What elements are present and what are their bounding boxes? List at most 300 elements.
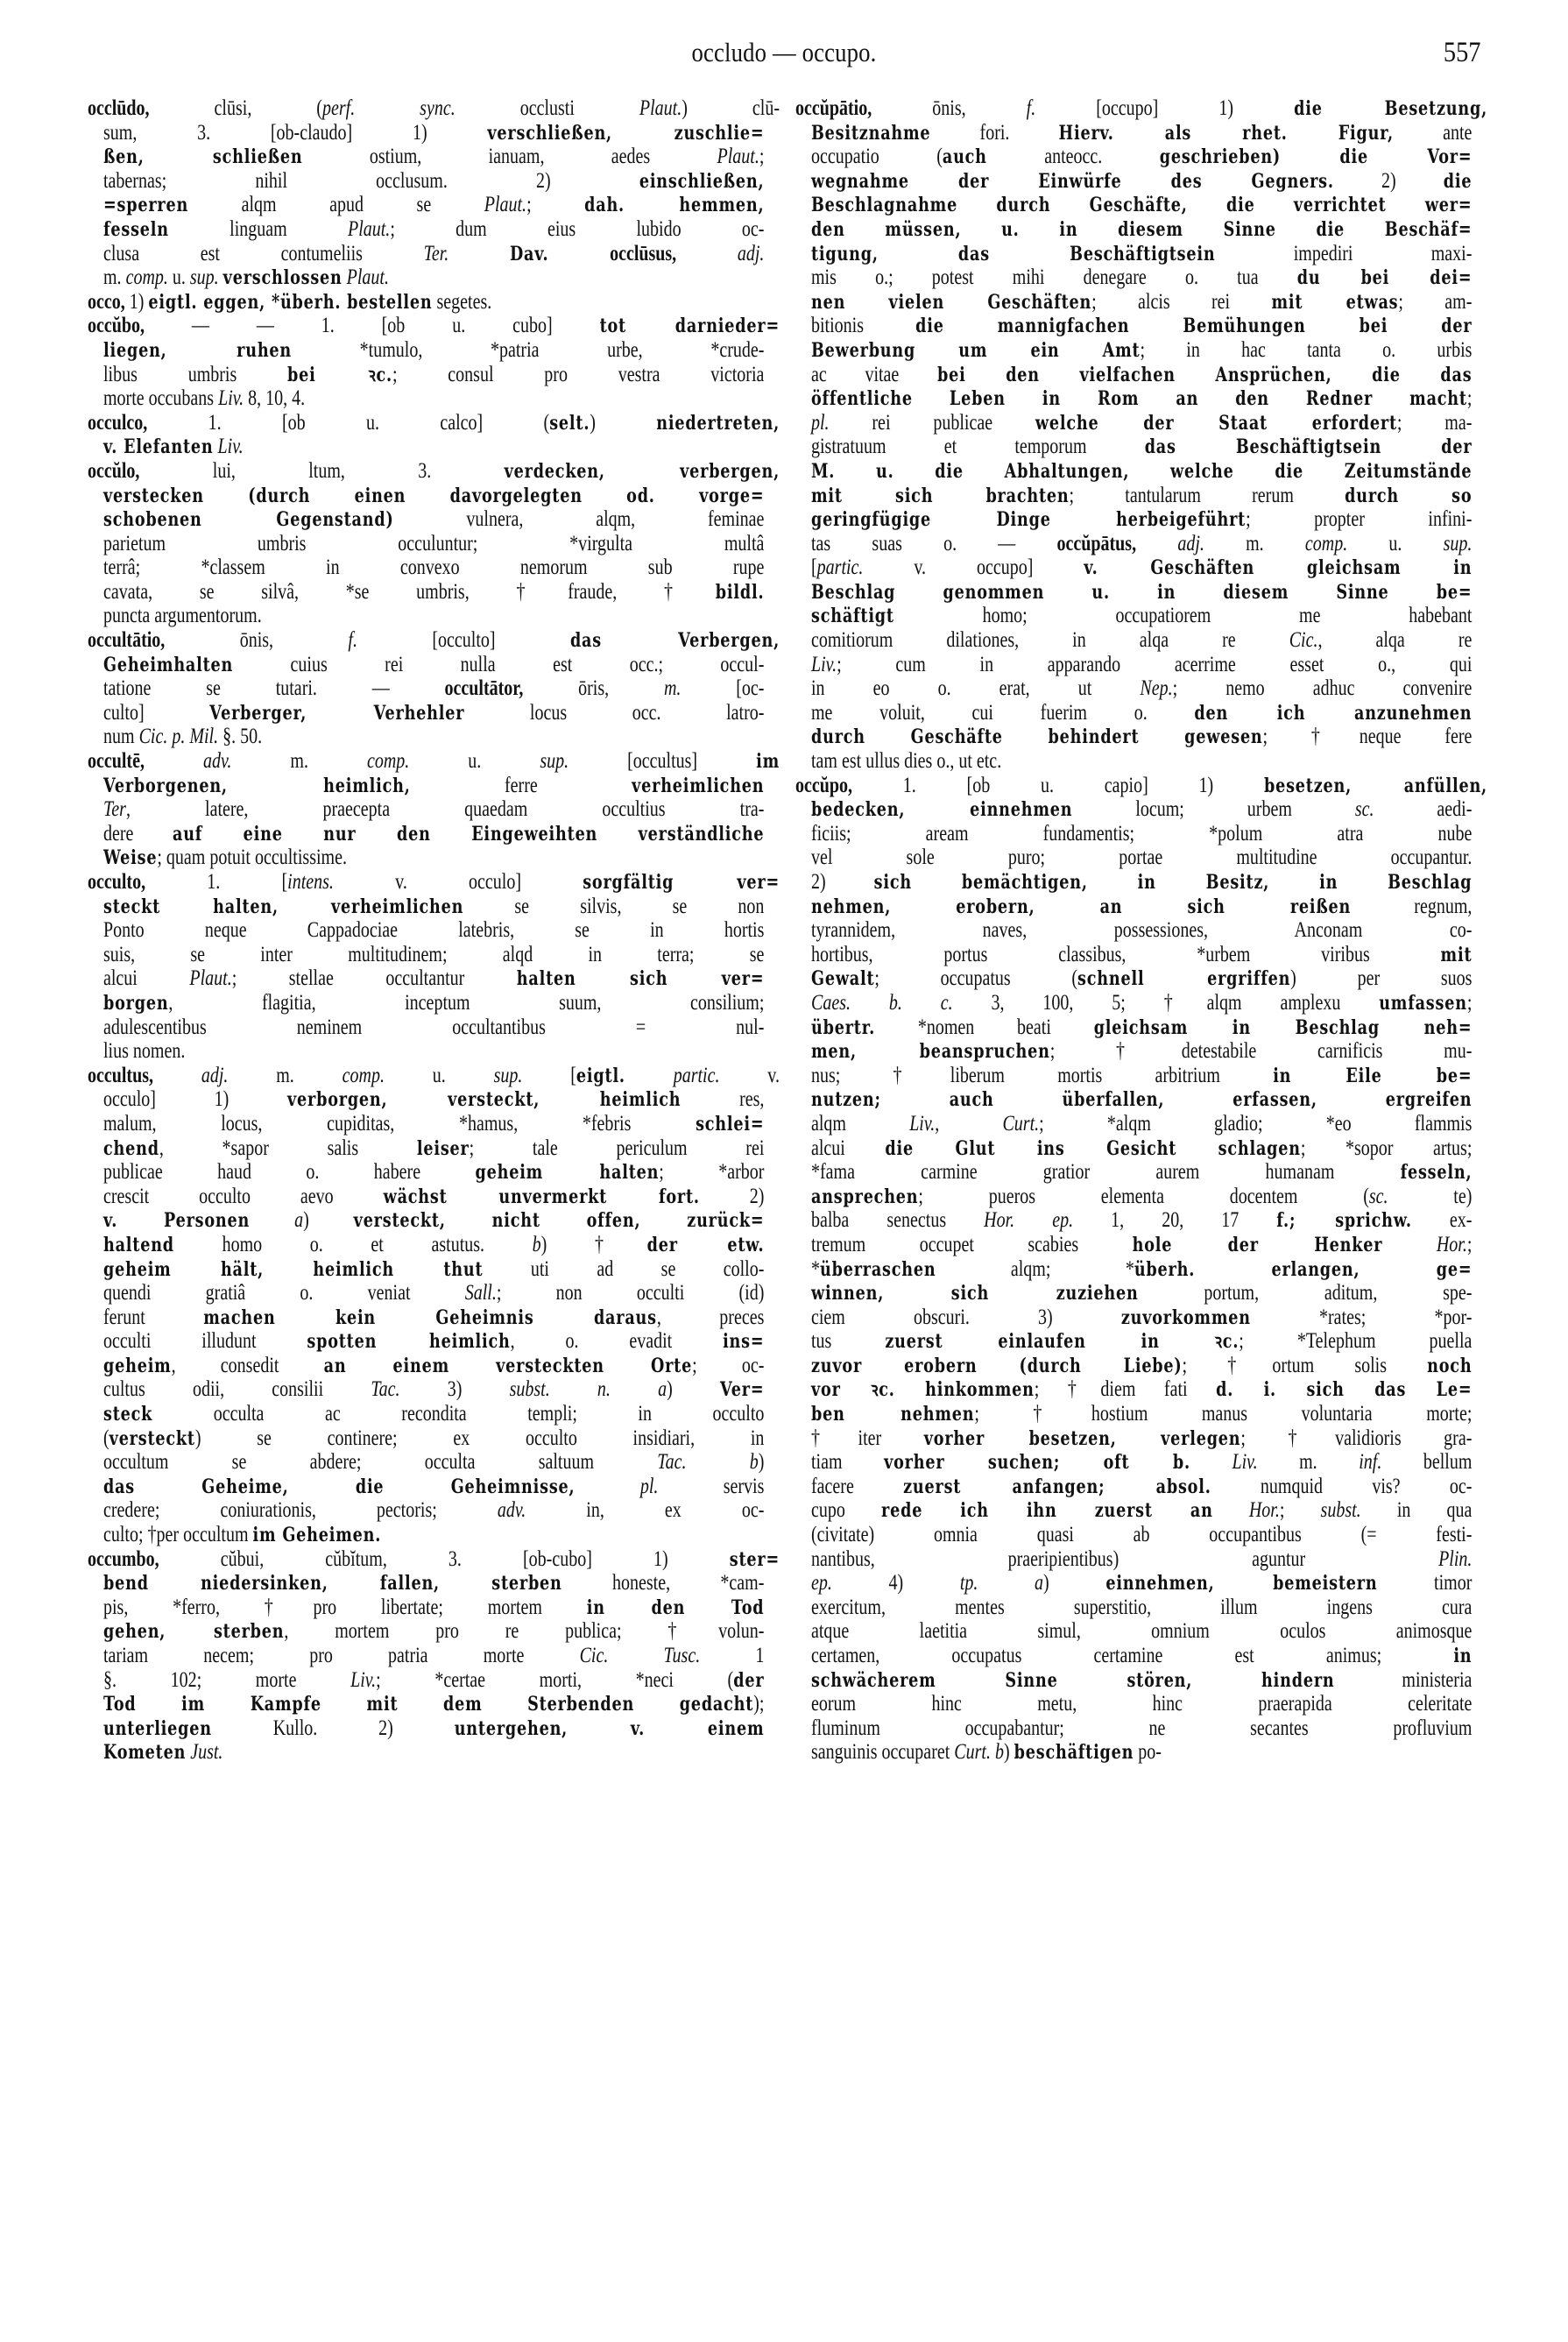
body-text: Ponto neque Cappadociae latebris, se in hortis (103, 918, 765, 943)
german-gloss: verschlossen (222, 266, 343, 290)
headword: occulco, (88, 410, 148, 435)
line-text (88, 290, 780, 315)
line-text (103, 1039, 764, 1064)
line-text (811, 1329, 1472, 1355)
body-text: ; tantularum rerum (1069, 483, 1346, 507)
body-text: , mortem pro re publica; †volun- (284, 1619, 765, 1644)
line-text (811, 1112, 1472, 1136)
entry-line (88, 1571, 780, 1596)
german-gloss: im Geheimen. (252, 1524, 382, 1547)
body-text: †iter (811, 1426, 924, 1450)
body-text: occulo] 1) (103, 1087, 288, 1112)
line-text (811, 314, 1472, 339)
line-text (103, 701, 764, 726)
german-gloss: d. i. sich das Le= (1216, 1378, 1473, 1402)
line-text (103, 1160, 764, 1185)
body-text: , consedit (171, 1353, 324, 1377)
entry-line (88, 653, 780, 677)
entry-line (795, 1692, 1487, 1716)
body-text: ostium, ianuam, aedes (302, 145, 717, 169)
body-text: u. (167, 265, 190, 290)
italic-text: Liv. (350, 1667, 377, 1692)
line-text (811, 895, 1472, 920)
entry-line (795, 1136, 1487, 1161)
line-text (811, 363, 1472, 388)
body-text: ; †diem fati (1034, 1377, 1217, 1402)
italic-text: intens. (287, 870, 334, 894)
line-text (103, 386, 764, 411)
body-text: crescit occulto aevo (103, 1184, 384, 1208)
entry-line (795, 797, 1487, 822)
german-gloss: schnell ergriffen (1077, 967, 1291, 991)
entry-line (795, 1039, 1487, 1064)
entry-headline (88, 459, 780, 484)
line-text (811, 265, 1472, 291)
line-text (811, 1426, 1472, 1452)
body-text: 4) (831, 1571, 960, 1596)
body-text (686, 1450, 749, 1474)
body-text: 1. [ (145, 870, 288, 894)
line-text (103, 1402, 764, 1427)
body-text: tariam necem; pro patria morte (103, 1644, 580, 1667)
line-text (103, 484, 764, 509)
line-text (88, 749, 780, 775)
body-text: alcui (103, 966, 190, 991)
german-gloss: zuerst anfangen; absol. (903, 1475, 1211, 1498)
line-text (811, 653, 1472, 677)
line-text (811, 943, 1472, 968)
italic-text: Plin. (1438, 1546, 1473, 1571)
line-text (88, 628, 780, 654)
entry-headline (88, 1547, 780, 1572)
body-text: vel sole puro; portae multitudine occupantur. (811, 846, 1473, 870)
italic-text: Curt. (1002, 1111, 1040, 1136)
body-text: tremum occupet scabies (811, 1232, 1133, 1256)
entry-line (795, 435, 1487, 459)
body-text: puncta argumentorum. (103, 604, 262, 628)
line-text (811, 822, 1472, 846)
entry-headline (88, 870, 780, 895)
body-text: se silvis, se non (463, 894, 765, 918)
body-text: *fama carmine gratior aurem humanam (811, 1160, 1401, 1185)
line-text (103, 1450, 764, 1475)
line-text (811, 459, 1472, 485)
body-text: ministeria (1334, 1667, 1473, 1692)
body-text: 2) (699, 1184, 765, 1208)
headword: occŭlo, (88, 458, 140, 483)
dictionary-entry (88, 628, 780, 749)
entry-line (795, 895, 1487, 919)
body-text: ; am- (1398, 289, 1473, 314)
headword: occŭpātus, (1056, 531, 1137, 555)
line-text (811, 484, 1472, 509)
body-text: adulescentibus neminem occultantibus = nul- (103, 1015, 765, 1039)
entry-line (795, 1377, 1487, 1402)
entry-line (88, 701, 780, 725)
line-text (103, 121, 764, 146)
italic-text: partic. (673, 1063, 720, 1087)
body-text: occlusti (455, 96, 639, 120)
body-text: tiam (811, 1450, 885, 1475)
line-text (103, 1475, 764, 1500)
entry-line (88, 338, 780, 363)
italic-text: b (532, 1232, 541, 1256)
entry-line (795, 846, 1487, 870)
german-gloss: in Eile be= (1273, 1064, 1473, 1087)
entry-line (88, 1281, 780, 1305)
german-gloss: das Beschäftigtsein der (1144, 435, 1473, 459)
headword: occultus, (88, 1063, 153, 1087)
body-text: terrâ; *classem in convexo nemorum sub rupe (103, 555, 765, 580)
body-text: vulnera, alqm, feminae (393, 507, 765, 532)
german-gloss: das Verbergen, (569, 629, 780, 653)
german-gloss: nen vielen Geschäften (811, 290, 1092, 314)
body-text: ciem obscuri. 3) (811, 1305, 1121, 1329)
entry-line (795, 314, 1487, 338)
line-text (103, 604, 764, 628)
body-text: clusa est contumeliis (103, 241, 424, 265)
body-text: (civitate) omnia quasi ab occupantibus (= festi- (811, 1523, 1473, 1547)
entry-line (88, 1233, 780, 1257)
line-text (811, 1619, 1472, 1644)
body-text: m. (1204, 531, 1305, 555)
line-text (811, 1571, 1472, 1596)
entry-line (88, 1475, 780, 1499)
italic-text: sup. (1443, 531, 1473, 555)
body-text: m. (103, 265, 126, 290)
german-gloss: umfassen (1379, 991, 1467, 1015)
entry-headline (795, 774, 1487, 798)
body-text: v. occupo] (863, 555, 1084, 580)
line-text (811, 1475, 1472, 1500)
german-gloss: versteckt (109, 1426, 195, 1450)
entry-line (795, 1716, 1487, 1741)
italic-text: sc. (1354, 797, 1374, 822)
body-text: ficiis; aream fundamentis; *polum atra nube (811, 821, 1473, 846)
line-text (103, 242, 764, 267)
italic-text: Liv. (218, 386, 244, 411)
entry-line (795, 169, 1487, 194)
body-text: comitiorum dilationes, in alqa re (811, 628, 1289, 653)
body-text: occultum se abdere; occulta saltuum (103, 1450, 658, 1475)
german-gloss: borgen (103, 991, 169, 1015)
body-text: u. (1347, 531, 1444, 555)
body-text: cuius rei nulla est occ.; occul- (233, 652, 765, 676)
body-text: cavata, se silvâ, *se umbris, †fraude, † (103, 579, 716, 604)
entry-line (88, 1644, 780, 1668)
entry-line (88, 725, 780, 749)
entry-line (795, 265, 1487, 290)
italic-text: Plaut. (484, 193, 527, 217)
body-text: ; consul pro vestra victoria (392, 362, 765, 386)
body-text: , preces (656, 1305, 765, 1329)
body-text: alqm; * (936, 1256, 1134, 1281)
german-gloss: Tod im Kampfe mit dem Sterbenden gedacht (103, 1693, 754, 1716)
italic-text: pl. (639, 1474, 659, 1498)
italic-text: Liv. (1232, 1450, 1258, 1475)
german-gloss: verdecken, verbergen, (504, 459, 780, 483)
entry-line (88, 1087, 780, 1112)
body-text: ; alcis rei (1091, 289, 1272, 314)
german-gloss: steck (103, 1403, 153, 1426)
line-text (811, 1498, 1472, 1524)
body-text: ; pueros elementa docentem ( (918, 1184, 1369, 1208)
body-text: ; occupatus ( (874, 966, 1078, 991)
german-gloss: bei ꝛc. (287, 363, 392, 386)
entry-line (88, 1160, 780, 1185)
headword: occulto, (88, 870, 146, 894)
german-gloss: zuvor erobern (durch Liebe) (811, 1354, 1183, 1377)
body-text (145, 749, 203, 773)
body-text: parietum umbris occuluntur; *virgulta multâ (103, 531, 765, 555)
headword: occultātio, (88, 628, 166, 653)
line-text (811, 1644, 1472, 1669)
line-text (811, 1547, 1472, 1572)
italic-text: inf. (1359, 1450, 1382, 1475)
german-gloss: schwächerem Sinne stören, hindern (811, 1668, 1335, 1692)
headword: occlūsus, (610, 241, 677, 265)
entry-line (795, 338, 1487, 363)
body-text: m. (228, 1063, 343, 1087)
entry-line (795, 1547, 1487, 1572)
german-gloss: schobenen Gegenstand) (103, 508, 394, 532)
entry-line (88, 1136, 780, 1161)
entry-line (795, 1498, 1487, 1523)
italic-text: Liv. (811, 652, 837, 676)
italic-text: b (749, 1450, 759, 1475)
entry-line (88, 1354, 780, 1378)
italic-text: sup. (540, 749, 569, 774)
body-text: gistratuum et temporum (811, 435, 1145, 459)
line-text (811, 701, 1472, 726)
body-text: dere (103, 821, 173, 846)
italic-text: Liv. (909, 1111, 936, 1136)
body-text: ; (526, 193, 585, 217)
entry-headline (88, 290, 780, 315)
italic-text: perf. sync. (321, 96, 456, 120)
entry-line (88, 121, 780, 145)
entry-line (795, 1160, 1487, 1185)
body-text: ; *Telephum puella (1239, 1329, 1473, 1354)
line-text (811, 797, 1472, 823)
entry-line (795, 1402, 1487, 1426)
body-text: Kullo. 2) (211, 1716, 455, 1740)
italic-text: partic. (816, 555, 864, 580)
entry-line (88, 1740, 780, 1765)
german-gloss: bildl. (715, 580, 765, 604)
entry-headline (88, 96, 780, 121)
body-text: tabernas; nihil occlusum. 2) (103, 168, 639, 193)
headword: occultē, (88, 749, 145, 774)
body-text: in eo o. erat, ut (811, 676, 1141, 701)
entry-line (795, 145, 1487, 169)
line-text (103, 676, 764, 701)
body-text: tus (811, 1329, 886, 1354)
entry-line (795, 484, 1487, 508)
body-text: ; *arbor (659, 1160, 765, 1185)
german-gloss: v. Geschäften gleichsam in (1084, 556, 1473, 580)
line-text (103, 532, 764, 556)
body-text: 2) (1333, 168, 1444, 193)
german-gloss: verstecken (durch einen davorgelegten od. vorge= (103, 484, 765, 507)
german-gloss: vorher suchen; oft b. (884, 1451, 1190, 1475)
line-text (811, 386, 1472, 412)
italic-text: ep. (811, 1571, 832, 1596)
german-gloss: fesseln (103, 217, 169, 241)
body-text: ) (590, 410, 657, 435)
german-gloss: überh. erlangen, ge= (1134, 1257, 1473, 1281)
entry-line (795, 1596, 1487, 1620)
body-text: sum, 3. [ob-claudo] 1) (103, 120, 488, 145)
body-text: hortibus, portus classibus, *urbem viribus (811, 942, 1441, 966)
line-text (103, 1571, 764, 1596)
german-gloss: schlei= (696, 1112, 765, 1136)
entry-line (88, 1329, 780, 1354)
line-text (811, 507, 1472, 533)
body-text: [ (522, 1063, 576, 1087)
italic-text: m. (663, 676, 682, 701)
german-gloss: überraschen (820, 1257, 936, 1281)
entry-headline (795, 96, 1487, 121)
italic-text: Tac. (371, 1377, 400, 1402)
body-text: linguam (168, 216, 348, 241)
headword: occo, (88, 289, 125, 314)
body-text: ; oc- (692, 1353, 765, 1377)
body-text (676, 242, 738, 265)
body-text: ) se continere; ex occulto insidiari, in (194, 1426, 765, 1450)
german-gloss: ster= (729, 1547, 780, 1571)
entry-line (795, 290, 1487, 315)
italic-text: comp. (342, 1063, 385, 1087)
line-text (811, 1015, 1472, 1041)
body-text: te) (1388, 1184, 1473, 1208)
headword: occumbo, (88, 1546, 159, 1571)
body-text: ; propter infini- (1246, 507, 1473, 532)
line-text (811, 1402, 1472, 1427)
line-text (88, 314, 780, 339)
dictionary-entry (88, 96, 780, 290)
german-gloss: machen kein Geheimnis daraus (203, 1305, 657, 1329)
line-text (103, 1716, 764, 1742)
german-gloss: bend niedersinken, fallen, sterben (103, 1572, 562, 1596)
entry-line (88, 1619, 780, 1644)
entry-line (795, 966, 1487, 991)
entry-line (795, 1571, 1487, 1596)
body-text: occulta ac recondita templi; in occulto (152, 1402, 765, 1426)
italic-text: Tac. (657, 1450, 687, 1475)
entry-line (795, 1281, 1487, 1305)
german-gloss: in den Tod (586, 1596, 765, 1619)
italic-text: Just. (190, 1740, 223, 1765)
italic-text: Ter (103, 797, 126, 822)
entry-line (795, 580, 1487, 605)
entry-line (795, 1740, 1487, 1765)
body-text: 1. [ob u. capio] 1) (852, 773, 1264, 797)
italic-text: adj. (737, 241, 765, 265)
entry-line (88, 1208, 780, 1233)
body-text: ; †validioris gra- (1240, 1426, 1473, 1450)
italic-text: subst. (1320, 1498, 1361, 1523)
body-text: ; non occulti (id) (496, 1281, 765, 1305)
entry-line (88, 386, 780, 411)
line-text (88, 96, 780, 121)
body-text: ; tale periculum rei (469, 1136, 765, 1160)
line-text (811, 1450, 1472, 1475)
body-text: ) (758, 1450, 765, 1475)
german-gloss: gleichsam in Beschlag neh= (1093, 1015, 1473, 1039)
entry-line (795, 1523, 1487, 1547)
entry-line (88, 145, 780, 169)
body-text: [ (811, 555, 817, 580)
italic-text: Plaut. (347, 216, 391, 241)
entry-line (795, 1112, 1487, 1136)
german-gloss: spotten heimlich (307, 1330, 511, 1354)
german-gloss: niedertreten, (656, 411, 780, 435)
italic-text: tp. a (959, 1571, 1044, 1596)
body-text: , (935, 1111, 1003, 1136)
line-text (103, 1596, 764, 1621)
body-text: ; *alqm gladio; *eo flammis (1039, 1111, 1473, 1136)
entry-line (88, 604, 780, 628)
line-text (811, 676, 1472, 701)
dictionary-entry (88, 1064, 780, 1547)
body-text: me voluit, cui fuerim o. (811, 700, 1195, 725)
entry-line (795, 991, 1487, 1015)
italic-text: Plaut. (346, 265, 389, 290)
body-text: nantibus, praeripientibus) aguntur (811, 1546, 1439, 1571)
body-text: ante (1393, 120, 1473, 145)
line-text (103, 1498, 764, 1523)
line-text (103, 217, 764, 243)
german-gloss: mit (1440, 943, 1473, 966)
entry-line (88, 676, 780, 701)
body-text: in qua (1360, 1498, 1473, 1523)
line-text (811, 1208, 1472, 1234)
entry-line (795, 701, 1487, 725)
body-text: ; †hostium manus voluntaria morte; (974, 1402, 1473, 1426)
german-gloss: wächst unvermerkt fort. (383, 1185, 700, 1208)
entry-line (795, 1668, 1487, 1693)
line-text (811, 580, 1472, 605)
entry-line (795, 193, 1487, 217)
line-text (811, 1281, 1472, 1306)
dictionary-entry (88, 290, 780, 315)
entry-headline (88, 628, 780, 653)
german-gloss: beschäftigen (1014, 1741, 1134, 1765)
line-text (103, 1015, 764, 1040)
body-text (250, 1208, 294, 1232)
line-text (795, 96, 1487, 122)
entry-line (88, 1039, 780, 1064)
entry-line (795, 628, 1487, 653)
line-text (88, 459, 780, 485)
line-text (811, 918, 1472, 943)
italic-text: Cic. Tusc. (579, 1644, 701, 1667)
line-text (103, 1305, 764, 1331)
body-text: 3, 100, 5; †alqm amplexu (952, 990, 1380, 1015)
entry-line (795, 1185, 1487, 1209)
entry-headline (88, 411, 780, 435)
german-gloss: geheim halten (475, 1161, 660, 1185)
line-text (811, 555, 1472, 581)
body-text: credere; coniurationis, pectoris; (103, 1498, 498, 1523)
body-text (153, 1064, 201, 1087)
dictionary-entry (795, 96, 1487, 774)
italic-text: Plaut. (717, 145, 759, 169)
body-text: ferre (410, 773, 632, 797)
german-gloss: Verborgenen, heimlich, (103, 774, 411, 797)
line-text (811, 1716, 1472, 1741)
